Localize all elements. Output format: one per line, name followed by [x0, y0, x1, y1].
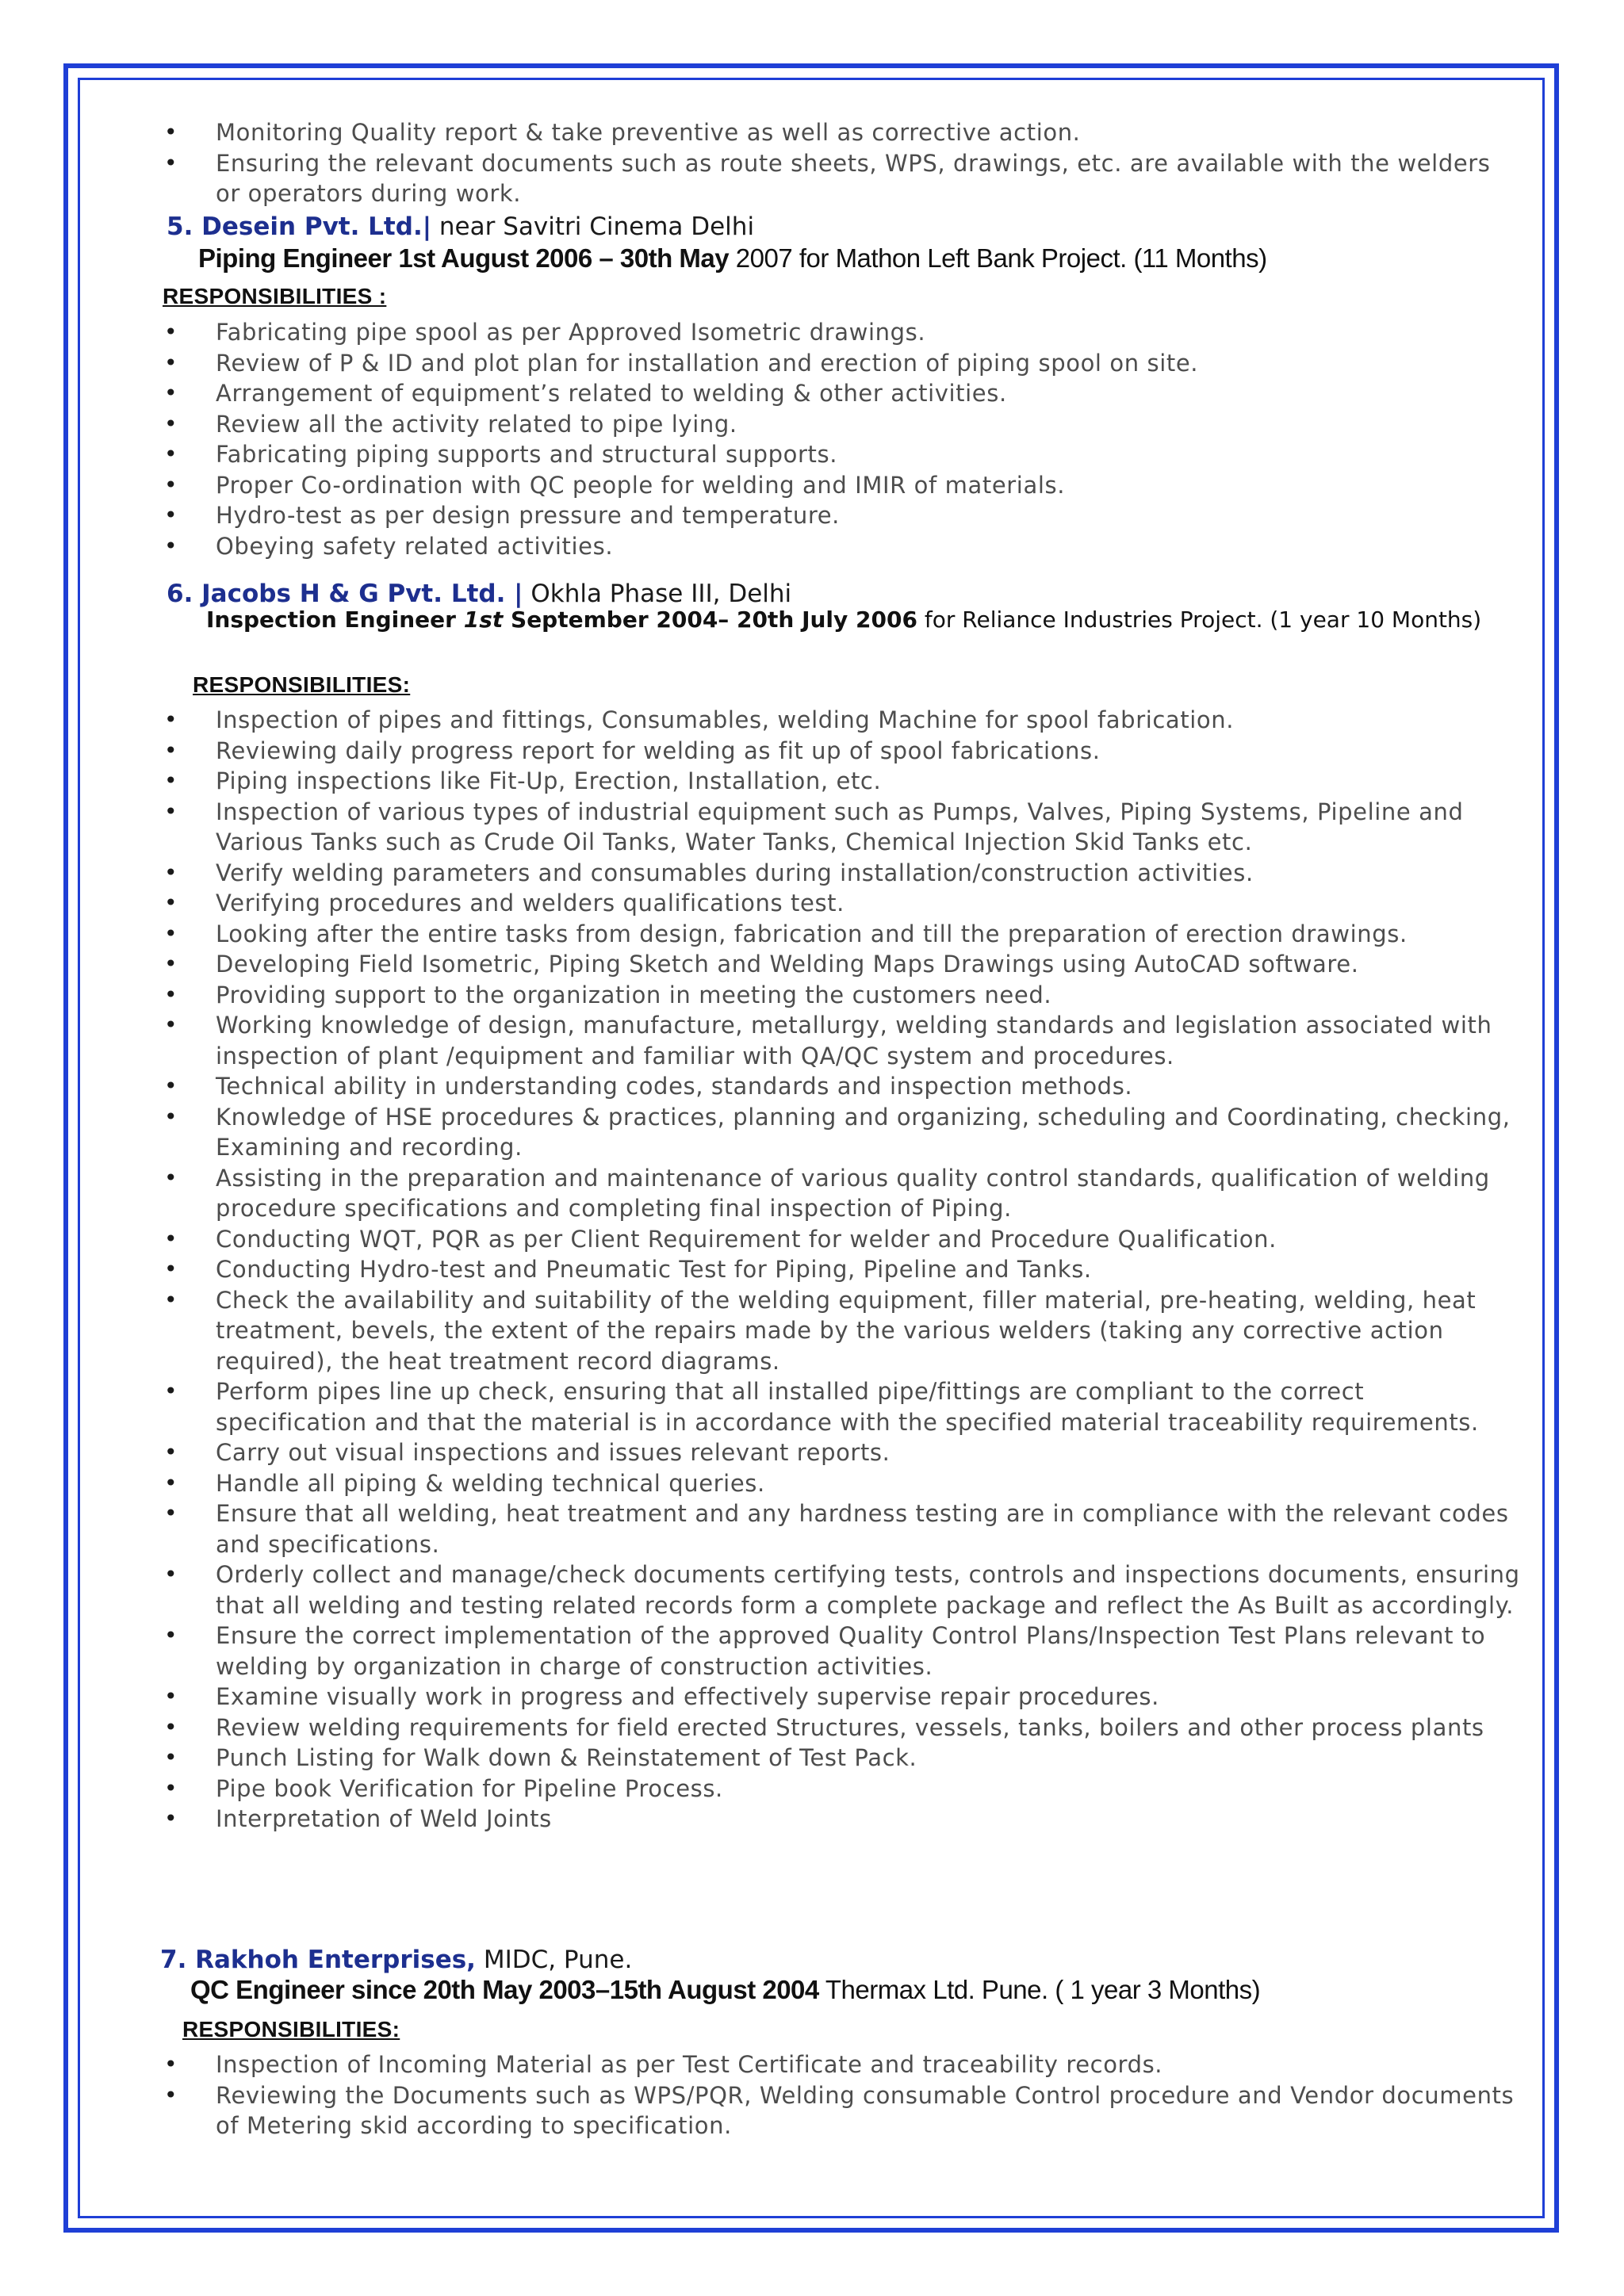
- bullet-item: • Review welding requirements for field erected Structures, vessels, tanks, boilers and other process plants: [0, 1712, 1522, 1743]
- job-title-bold-a: Inspection Engineer: [206, 607, 464, 633]
- bullet-item: • Orderly collect and manage/check documents certifying tests, controls and inspections documents, ensuring that all welding and testing related records form a complete package and reflect the As Built as accordingly.: [0, 1559, 1522, 1621]
- bullet-item: • Review of P & ID and plot plan for installation and erection of piping spool on site.: [0, 348, 1522, 379]
- bullet-item: • Ensure that all welding, heat treatment and any hardness testing are in compliance with the relevant codes and specifications.: [0, 1498, 1522, 1559]
- bullet-item: • Hydro-test as per design pressure and temperature.: [0, 500, 1522, 531]
- bullet-item: • Review all the activity related to pipe lying.: [0, 409, 1522, 440]
- bullet-item: • Inspection of Incoming Material as per Test Certificate and traceability records.: [0, 2049, 1522, 2080]
- job6-bullet-section: [0, 705, 1522, 1835]
- bullet-item: • Inspection of pipes and fittings, Consumables, welding Machine for spool fabrication.: [0, 705, 1522, 736]
- job-title-detail: Thermax Ltd. Pune. ( 1 year 3 Months): [818, 1975, 1261, 2004]
- job-title-6: [206, 604, 1507, 636]
- bullet-item: • Verify welding parameters and consumables during installation/construction activities.: [0, 858, 1522, 889]
- bullet-item: • Conducting WQT, PQR as per Client Requirement for welder and Procedure Qualification.: [0, 1224, 1522, 1255]
- bullet-item: • Knowledge of HSE procedures & practices, planning and organizing, scheduling and Coordinating, checking, Examining and recording.: [0, 1102, 1522, 1163]
- company-name: 7. Rakhoh Enterprises,: [160, 1946, 476, 1974]
- bullet-item: • Ensure the correct implementation of the approved Quality Control Plans/Inspection Test Plans relevant to welding by organization in charge of construction activities.: [0, 1621, 1522, 1682]
- bullet-item: • Carry out visual inspections and issues relevant reports.: [0, 1437, 1522, 1468]
- bullet-item: • Verifying procedures and welders qualifications test.: [0, 888, 1522, 919]
- bullet-item: • Pipe book Verification for Pipeline Process.: [0, 1774, 1522, 1804]
- bullet-item: • Fabricating pipe spool as per Approved Isometric drawings.: [0, 317, 1522, 348]
- bullet-item: • Perform pipes line up check, ensuring that all installed pipe/fittings are compliant to the correct specification and that the material is in accordance with the specified material traceability requirements.: [0, 1376, 1522, 1437]
- bullet-item: • Conducting Hydro-test and Pneumatic Test for Piping, Pipeline and Tanks.: [0, 1254, 1522, 1285]
- job-title-7: [190, 1974, 1260, 2006]
- company-name: 6. Jacobs H & G Pvt. Ltd. |: [167, 580, 523, 608]
- bullet-item: • Obeying safety related activities.: [0, 531, 1522, 562]
- bullet-item: • Assisting in the preparation and maintenance of various quality control standards, qualification of welding procedure specifications and completing final inspection of Piping.: [0, 1163, 1522, 1224]
- bullet-item: • Arrangement of equipment’s related to welding & other activities.: [0, 378, 1522, 409]
- bullet-item: • Monitoring Quality report & take preventive as well as corrective action.: [0, 117, 1522, 148]
- bullet-item: • Piping inspections like Fit-Up, Erection, Installation, etc.: [0, 766, 1522, 797]
- bullet-item: • Examine visually work in progress and effectively supervise repair procedures.: [0, 1682, 1522, 1712]
- job5-bullet-section: [0, 317, 1522, 561]
- job7-bullet-section: [0, 2049, 1522, 2141]
- bullet-item: • Technical ability in understanding codes, standards and inspection methods.: [0, 1071, 1522, 1102]
- responsibilities-label-5: RESPONSIBILITIES :: [163, 284, 387, 308]
- bullet-item: • Providing support to the organization in meeting the customers need.: [0, 980, 1522, 1011]
- top-bullet-section: [0, 117, 1522, 209]
- bullet-item: • Check the availability and suitability of the welding equipment, filler material, pre-heating, welding, heat treatment, bevels, the extent of the repairs made by the various welders (taking any corrective action required), the heat treatment record diagrams.: [0, 1285, 1522, 1377]
- bullet-item: • Reviewing daily progress report for welding as fit up of spool fabrications.: [0, 736, 1522, 767]
- bullet-item: • Proper Co-ordination with QC people for welding and IMIR of materials.: [0, 470, 1522, 501]
- job-title-bold-italic: 1st: [463, 607, 504, 633]
- bullet-item: • Reviewing the Documents such as WPS/PQR, Welding consumable Control procedure and Vendor documents of Metering skid according to specification.: [0, 2080, 1522, 2141]
- job7-bullet-list: [0, 2049, 1522, 2141]
- job-title-detail: 2007 for Mathon Left Bank Project. (11 Months): [729, 243, 1267, 273]
- company-location: Okhla Phase III, Delhi: [523, 580, 792, 608]
- bullet-item: • Fabricating piping supports and structural supports.: [0, 439, 1522, 470]
- company-heading-5: [167, 211, 754, 243]
- company-location: near Savitri Cinema Delhi: [431, 212, 755, 241]
- job5-bullet-list: [0, 317, 1522, 561]
- job-title-bold: Piping Engineer 1st August 2006 – 30th May: [198, 243, 730, 273]
- bullet-item: • Working knowledge of design, manufacture, metallurgy, welding standards and legislation associated with inspection of plant /equipment and familiar with QA/QC system and procedures.: [0, 1010, 1522, 1071]
- bullet-item: • Handle all piping & welding technical queries.: [0, 1468, 1522, 1499]
- bullet-item: • Ensuring the relevant documents such as route sheets, WPS, drawings, etc. are available with the welders or operators during work.: [0, 148, 1522, 209]
- job-title-bold: QC Engineer since 20th May 2003–15th August 2004: [190, 1975, 819, 2004]
- bullet-item: • Inspection of various types of industrial equipment such as Pumps, Valves, Piping Systems, Pipeline and Various Tanks such as Crude Oil Tanks, Water Tanks, Chemical Injection Skid Tanks etc.: [0, 797, 1522, 858]
- top-bullet-list: [0, 117, 1522, 209]
- job-title-bold-b: September 2004– 20th July 2006: [503, 607, 917, 633]
- bullet-item: • Developing Field Isometric, Piping Sketch and Welding Maps Drawings using AutoCAD software.: [0, 949, 1522, 980]
- bullet-item: • Punch Listing for Walk down & Reinstatement of Test Pack.: [0, 1743, 1522, 1774]
- bullet-item: • Interpretation of Weld Joints: [0, 1804, 1522, 1835]
- responsibilities-label-7: RESPONSIBILITIES:: [182, 2017, 400, 2042]
- company-location: MIDC, Pune.: [475, 1946, 633, 1974]
- bullet-item: • Looking after the entire tasks from design, fabrication and till the preparation of erection drawings.: [0, 919, 1522, 950]
- company-heading-7: [160, 1944, 632, 1976]
- company-name: 5. Desein Pvt. Ltd.|: [167, 212, 432, 241]
- job-title-detail: for Reliance Industries Project. (1 year 10 Months): [917, 607, 1482, 633]
- job6-bullet-list: [0, 705, 1522, 1835]
- responsibilities-label-6: RESPONSIBILITIES:: [193, 672, 411, 697]
- job-title-5: [198, 243, 1267, 274]
